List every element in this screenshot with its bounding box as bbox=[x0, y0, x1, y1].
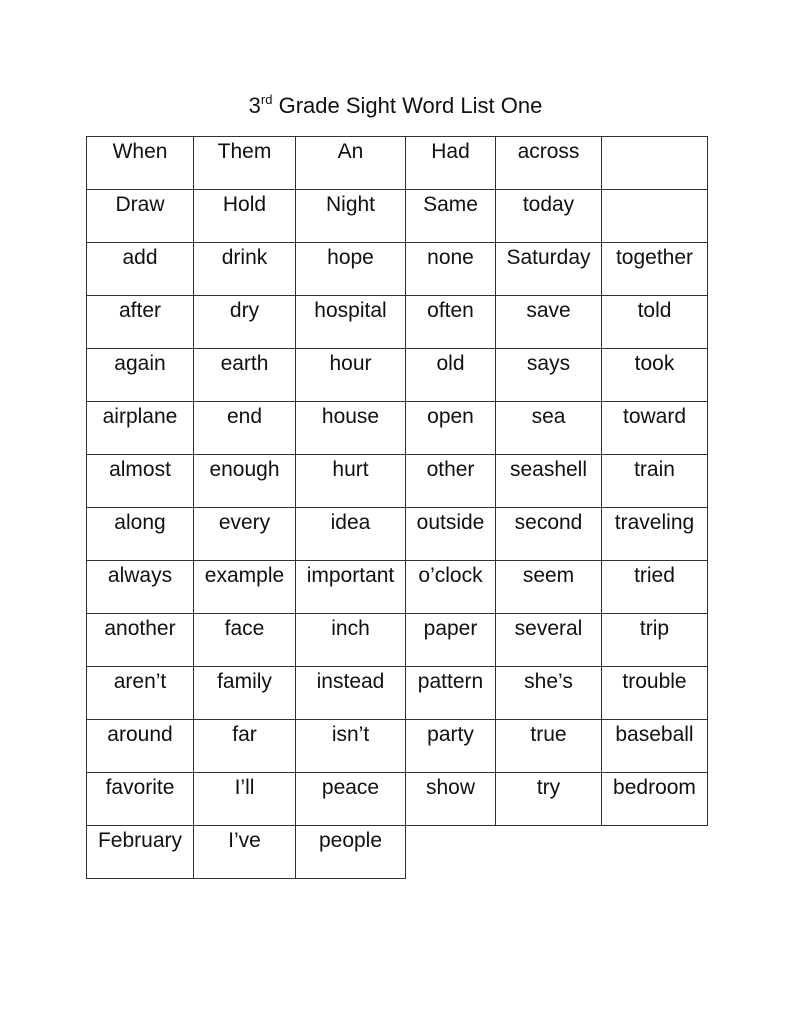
title-text: Grade Sight Word List One bbox=[278, 93, 543, 118]
word-cell: second bbox=[496, 508, 602, 561]
word-cell: across bbox=[496, 137, 602, 190]
word-cell: outside bbox=[406, 508, 496, 561]
word-cell: none bbox=[406, 243, 496, 296]
word-cell: traveling bbox=[602, 508, 708, 561]
empty-cell bbox=[602, 826, 708, 879]
word-cell: trouble bbox=[602, 667, 708, 720]
word-cell: favorite bbox=[87, 773, 194, 826]
word-cell: Draw bbox=[87, 190, 194, 243]
word-cell: toward bbox=[602, 402, 708, 455]
word-cell: Them bbox=[194, 137, 296, 190]
word-cell: far bbox=[194, 720, 296, 773]
table-row bbox=[87, 137, 708, 190]
word-cell: An bbox=[296, 137, 406, 190]
word-cell: isn’t bbox=[296, 720, 406, 773]
word-cell: earth bbox=[194, 349, 296, 402]
word-cell: Hold bbox=[194, 190, 296, 243]
word-cell: along bbox=[87, 508, 194, 561]
word-cell: family bbox=[194, 667, 296, 720]
word-cell: today bbox=[496, 190, 602, 243]
word-cell: often bbox=[406, 296, 496, 349]
word-cell: try bbox=[496, 773, 602, 826]
word-cell: add bbox=[87, 243, 194, 296]
word-cell: told bbox=[602, 296, 708, 349]
table-row bbox=[87, 349, 708, 402]
word-cell: important bbox=[296, 561, 406, 614]
word-cell: house bbox=[296, 402, 406, 455]
table-row bbox=[87, 614, 708, 667]
empty-cell bbox=[496, 826, 602, 879]
table-row bbox=[87, 773, 708, 826]
word-cell: airplane bbox=[87, 402, 194, 455]
word-cell: old bbox=[406, 349, 496, 402]
word-cell: inch bbox=[296, 614, 406, 667]
word-cell: dry bbox=[194, 296, 296, 349]
word-cell: Night bbox=[296, 190, 406, 243]
word-cell: trip bbox=[602, 614, 708, 667]
word-cell: true bbox=[496, 720, 602, 773]
word-cell: always bbox=[87, 561, 194, 614]
table-row bbox=[87, 243, 708, 296]
title-grade-suffix: rd bbox=[260, 92, 273, 107]
title-grade-number: 3 bbox=[248, 93, 261, 118]
word-cell: paper bbox=[406, 614, 496, 667]
word-cell: seashell bbox=[496, 455, 602, 508]
word-cell: Saturday bbox=[496, 243, 602, 296]
word-cell: peace bbox=[296, 773, 406, 826]
word-cell bbox=[602, 190, 708, 243]
word-cell: hope bbox=[296, 243, 406, 296]
table-row bbox=[87, 720, 708, 773]
word-cell: after bbox=[87, 296, 194, 349]
table-row bbox=[87, 561, 708, 614]
word-cell: hurt bbox=[296, 455, 406, 508]
word-cell: took bbox=[602, 349, 708, 402]
word-cell: bedroom bbox=[602, 773, 708, 826]
empty-cell bbox=[406, 826, 496, 879]
sight-word-table bbox=[86, 136, 708, 879]
word-cell: Had bbox=[406, 137, 496, 190]
table-row bbox=[87, 402, 708, 455]
word-cell: several bbox=[496, 614, 602, 667]
page-title bbox=[0, 92, 791, 120]
word-cell: save bbox=[496, 296, 602, 349]
word-cell: When bbox=[87, 137, 194, 190]
word-cell: I’ll bbox=[194, 773, 296, 826]
word-cell: instead bbox=[296, 667, 406, 720]
table-row bbox=[87, 508, 708, 561]
table-row bbox=[87, 826, 708, 879]
word-cell: baseball bbox=[602, 720, 708, 773]
table-row bbox=[87, 190, 708, 243]
word-cell: every bbox=[194, 508, 296, 561]
word-cell: aren’t bbox=[87, 667, 194, 720]
table-row bbox=[87, 296, 708, 349]
table-row bbox=[87, 667, 708, 720]
word-cell: hour bbox=[296, 349, 406, 402]
word-cell: pattern bbox=[406, 667, 496, 720]
word-cell: party bbox=[406, 720, 496, 773]
word-cell: other bbox=[406, 455, 496, 508]
word-cell: open bbox=[406, 402, 496, 455]
word-cell: idea bbox=[296, 508, 406, 561]
word-cell: another bbox=[87, 614, 194, 667]
word-cell: train bbox=[602, 455, 708, 508]
word-cell: February bbox=[87, 826, 194, 879]
word-cell: Same bbox=[406, 190, 496, 243]
word-cell bbox=[602, 137, 708, 190]
word-cell: sea bbox=[496, 402, 602, 455]
word-cell: face bbox=[194, 614, 296, 667]
word-cell: almost bbox=[87, 455, 194, 508]
word-cell: drink bbox=[194, 243, 296, 296]
word-cell: tried bbox=[602, 561, 708, 614]
word-cell: show bbox=[406, 773, 496, 826]
word-cell: I’ve bbox=[194, 826, 296, 879]
word-cell: people bbox=[296, 826, 406, 879]
word-cell: says bbox=[496, 349, 602, 402]
word-cell: together bbox=[602, 243, 708, 296]
word-cell: example bbox=[194, 561, 296, 614]
word-cell: around bbox=[87, 720, 194, 773]
word-cell: hospital bbox=[296, 296, 406, 349]
word-cell: enough bbox=[194, 455, 296, 508]
word-cell: end bbox=[194, 402, 296, 455]
table-row bbox=[87, 455, 708, 508]
word-cell: she’s bbox=[496, 667, 602, 720]
word-cell: seem bbox=[496, 561, 602, 614]
word-cell: o’clock bbox=[406, 561, 496, 614]
word-cell: again bbox=[87, 349, 194, 402]
